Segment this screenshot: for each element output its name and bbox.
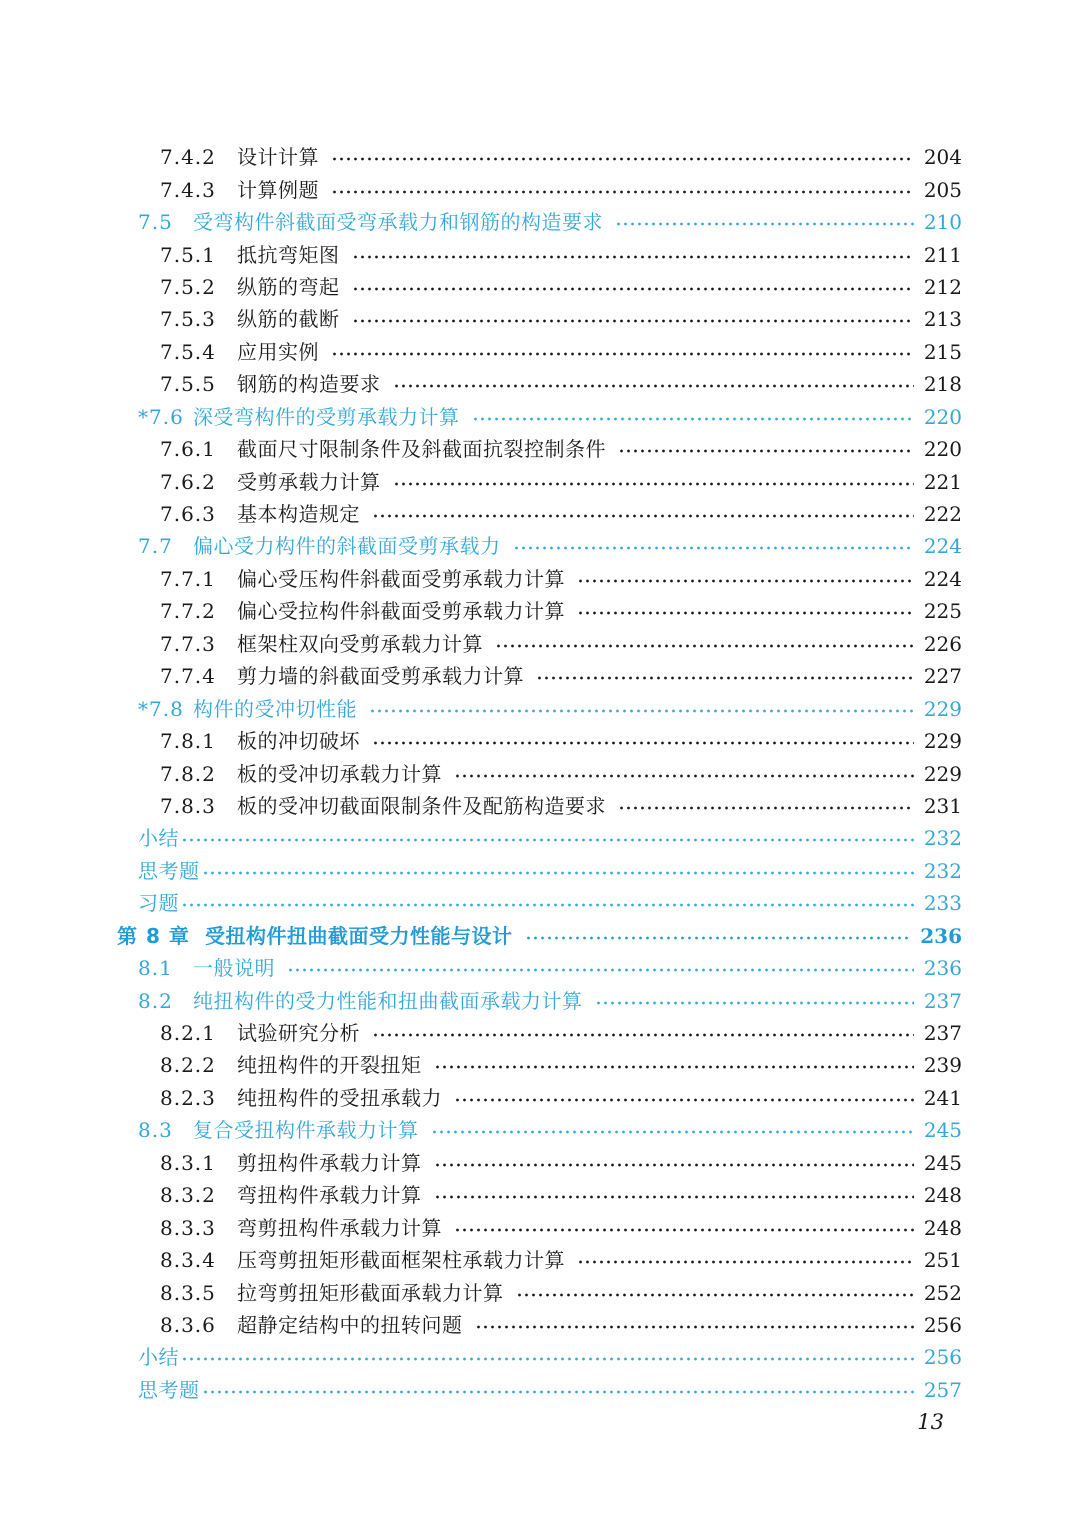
entry-page-number: 224	[923, 534, 962, 559]
entry-page-number: 227	[923, 664, 962, 689]
toc-entry[interactable]	[0, 173, 1080, 205]
toc-entry[interactable]	[0, 368, 1080, 400]
toc-entry[interactable]	[0, 498, 1080, 530]
entry-page-number: 257	[923, 1377, 962, 1402]
entry-title: 框架柱双向受剪承载力计算	[237, 631, 483, 656]
entry-title: 拉弯剪扭矩形截面承载力计算	[237, 1280, 504, 1305]
entry-title: 板的冲切破坏	[237, 729, 360, 754]
entry-title: 构件的受冲切性能	[193, 696, 357, 721]
dot-leader	[434, 1163, 914, 1167]
entry-number: 8.1	[138, 956, 173, 981]
dot-leader	[352, 319, 914, 323]
entry-page-number: 245	[923, 1150, 962, 1175]
toc-entry[interactable]	[0, 1341, 1080, 1373]
entry-number: 7.5.2	[160, 274, 216, 299]
entry-number: 第 8 章	[117, 923, 190, 948]
entry-page-number: 256	[923, 1312, 962, 1337]
entry-page-number: 226	[923, 631, 962, 656]
entry-page-number: 245	[923, 1118, 962, 1143]
entry-page-number: 233	[923, 891, 962, 916]
entry-number: 8.3.1	[160, 1150, 216, 1175]
toc-entry[interactable]	[0, 822, 1080, 854]
entry-number: 7.7.3	[160, 631, 216, 656]
toc-entry[interactable]	[0, 920, 1080, 952]
entry-number: 8.3.5	[160, 1280, 216, 1305]
dot-leader	[454, 774, 914, 778]
entry-page-number: 231	[923, 793, 962, 818]
entry-number: 7.7	[138, 534, 173, 559]
dot-leader	[369, 709, 914, 713]
entry-page-number: 218	[923, 372, 962, 397]
entry-page-number: 215	[923, 339, 962, 364]
entry-title: 板的受冲切承载力计算	[237, 761, 442, 786]
entry-title: 受弯构件斜截面受弯承载力和钢筋的构造要求	[193, 210, 603, 235]
toc-entry[interactable]	[0, 1211, 1080, 1243]
entry-title: 试验研究分析	[237, 1021, 360, 1046]
toc-entry[interactable]	[0, 1244, 1080, 1276]
toc-entry[interactable]	[0, 1179, 1080, 1211]
entry-page-number: 236	[920, 923, 962, 948]
entry-page-number: 241	[923, 1085, 962, 1110]
entry-number: *7.6	[138, 404, 184, 429]
entry-number: 7.5.3	[160, 307, 216, 332]
toc-entry[interactable]	[0, 887, 1080, 919]
toc-entry[interactable]	[0, 1147, 1080, 1179]
entry-page-number: 232	[923, 858, 962, 883]
entry-title: 设计计算	[237, 145, 319, 170]
entry-number: 7.5.5	[160, 372, 216, 397]
toc-entry[interactable]	[0, 595, 1080, 627]
entry-number: 8.2.3	[160, 1085, 216, 1110]
entry-number: 7.8.1	[160, 729, 216, 754]
dot-leader	[495, 644, 914, 648]
dot-leader	[372, 1033, 914, 1037]
toc-entry[interactable]	[0, 628, 1080, 660]
entry-title: 复合受扭构件承载力计算	[193, 1118, 419, 1143]
dot-leader	[475, 1325, 914, 1329]
dot-leader	[615, 222, 914, 226]
entry-number: 7.6.3	[160, 502, 216, 527]
dot-leader	[352, 255, 914, 259]
toc-entry[interactable]	[0, 1309, 1080, 1341]
entry-title: 纯扭构件的开裂扭矩	[237, 1053, 422, 1078]
toc-entry[interactable]	[0, 530, 1080, 562]
entry-title: 板的受冲切截面限制条件及配筋构造要求	[237, 793, 606, 818]
entry-title: 思考题	[138, 1377, 200, 1402]
dot-leader	[181, 1357, 914, 1361]
table-of-contents	[0, 141, 1080, 1406]
entry-page-number: 222	[923, 502, 962, 527]
toc-entry[interactable]	[0, 692, 1080, 724]
toc-entry[interactable]	[0, 433, 1080, 465]
dot-leader	[434, 1065, 914, 1069]
entry-title: 受剪承载力计算	[237, 469, 381, 494]
entry-page-number: 256	[923, 1345, 962, 1370]
entry-page-number: 212	[923, 274, 962, 299]
entry-page-number: 220	[923, 437, 962, 462]
toc-entry[interactable]	[0, 855, 1080, 887]
toc-entry[interactable]	[0, 401, 1080, 433]
entry-title: 压弯剪扭矩形截面框架柱承载力计算	[237, 1248, 565, 1273]
entry-title: 纯扭构件的受扭承载力	[237, 1085, 442, 1110]
entry-number: 7.8.3	[160, 793, 216, 818]
dot-leader	[331, 190, 914, 194]
entry-number: 7.7.4	[160, 664, 216, 689]
entry-number: *7.8	[138, 696, 184, 721]
entry-page-number: 211	[923, 242, 962, 267]
toc-entry[interactable]	[0, 725, 1080, 757]
toc-entry[interactable]	[0, 303, 1080, 335]
entry-page-number: 232	[923, 826, 962, 851]
toc-entry[interactable]	[0, 238, 1080, 270]
dot-leader	[181, 838, 914, 842]
dot-leader	[372, 741, 914, 745]
entry-title: 应用实例	[237, 339, 319, 364]
dot-leader	[181, 903, 914, 907]
entry-title: 剪力墙的斜截面受剪承载力计算	[237, 664, 524, 689]
dot-leader	[577, 1260, 914, 1264]
entry-title: 剪扭构件承载力计算	[237, 1150, 422, 1175]
dot-leader	[536, 676, 914, 680]
entry-page-number: 213	[923, 307, 962, 332]
entry-page-number: 251	[923, 1248, 962, 1273]
dot-leader	[513, 546, 914, 550]
dot-leader	[331, 157, 914, 161]
entry-title: 深受弯构件的受剪承载力计算	[193, 404, 460, 429]
entry-number: 7.8.2	[160, 761, 216, 786]
toc-entry[interactable]	[0, 206, 1080, 238]
dot-leader	[516, 1293, 914, 1297]
entry-page-number: 237	[923, 1021, 962, 1046]
entry-title: 一般说明	[193, 956, 275, 981]
dot-leader	[372, 514, 914, 518]
entry-title: 纯扭构件的受力性能和扭曲截面承载力计算	[193, 988, 583, 1013]
entry-page-number: 237	[923, 988, 962, 1013]
toc-entry[interactable]	[0, 1276, 1080, 1308]
entry-page-number: 205	[923, 177, 962, 202]
toc-entry[interactable]	[0, 1114, 1080, 1146]
entry-page-number: 210	[923, 210, 962, 235]
entry-number: 7.4.3	[160, 177, 216, 202]
entry-page-number: 221	[923, 469, 962, 494]
toc-entry[interactable]	[0, 1374, 1080, 1406]
entry-page-number: 236	[923, 956, 962, 981]
entry-number: 7.5.4	[160, 339, 216, 364]
entry-page-number: 229	[923, 696, 962, 721]
entry-number: 8.2.1	[160, 1021, 216, 1046]
entry-title: 纵筋的截断	[237, 307, 340, 332]
entry-title: 习题	[138, 891, 179, 916]
entry-number: 7.6.2	[160, 469, 216, 494]
dot-leader	[595, 1001, 914, 1005]
entry-number: 8.3.3	[160, 1215, 216, 1240]
entry-page-number: 229	[923, 761, 962, 786]
dot-leader	[618, 806, 914, 810]
entry-page-number: 248	[923, 1183, 962, 1208]
entry-title: 偏心受压构件斜截面受剪承载力计算	[237, 566, 565, 591]
entry-page-number: 204	[923, 145, 962, 170]
toc-entry[interactable]	[0, 1049, 1080, 1081]
entry-number: 7.5.1	[160, 242, 216, 267]
entry-number: 7.5	[138, 210, 173, 235]
dot-leader	[331, 352, 914, 356]
entry-number: 8.3.6	[160, 1312, 216, 1337]
dot-leader	[618, 449, 914, 453]
entry-page-number: 248	[923, 1215, 962, 1240]
entry-title: 抵抗弯矩图	[237, 242, 340, 267]
dot-leader	[577, 611, 914, 615]
entry-page-number: 220	[923, 404, 962, 429]
entry-number: 7.7.1	[160, 566, 216, 591]
dot-leader	[431, 1130, 914, 1134]
entry-number: 8.3.4	[160, 1248, 216, 1273]
entry-title: 偏心受拉构件斜截面受剪承载力计算	[237, 599, 565, 624]
dot-leader	[352, 287, 914, 291]
toc-entry[interactable]	[0, 1082, 1080, 1114]
entry-number: 8.2.2	[160, 1053, 216, 1078]
toc-entry[interactable]	[0, 1017, 1080, 1049]
entry-page-number: 239	[923, 1053, 962, 1078]
entry-number: 7.7.2	[160, 599, 216, 624]
dot-leader	[393, 482, 914, 486]
entry-title: 思考题	[138, 858, 200, 883]
entry-title: 小结	[138, 826, 179, 851]
toc-entry[interactable]	[0, 563, 1080, 595]
toc-entry[interactable]	[0, 336, 1080, 368]
entry-title: 计算例题	[237, 177, 319, 202]
dot-leader	[287, 968, 914, 972]
entry-number: 8.3	[138, 1118, 173, 1143]
dot-leader	[393, 384, 914, 388]
toc-entry[interactable]	[0, 984, 1080, 1016]
page-number: 13	[917, 1410, 944, 1434]
entry-title: 超静定结构中的扭转问题	[237, 1312, 463, 1337]
dot-leader	[577, 579, 914, 583]
entry-page-number: 229	[923, 729, 962, 754]
dot-leader	[454, 1228, 914, 1232]
entry-number: 8.2	[138, 988, 173, 1013]
entry-title: 偏心受力构件的斜截面受剪承载力	[193, 534, 501, 559]
entry-title: 截面尺寸限制条件及斜截面抗裂控制条件	[237, 437, 606, 462]
entry-title: 纵筋的弯起	[237, 274, 340, 299]
toc-entry[interactable]	[0, 757, 1080, 789]
entry-title: 小结	[138, 1345, 179, 1370]
dot-leader	[202, 871, 914, 875]
entry-page-number: 252	[923, 1280, 962, 1305]
toc-entry[interactable]	[0, 790, 1080, 822]
toc-entry[interactable]	[0, 660, 1080, 692]
entry-title: 受扭构件扭曲截面受力性能与设计	[205, 923, 513, 948]
entry-title: 弯剪扭构件承载力计算	[237, 1215, 442, 1240]
toc-entry[interactable]	[0, 141, 1080, 173]
entry-page-number: 225	[923, 599, 962, 624]
entry-number: 8.3.2	[160, 1183, 216, 1208]
entry-number: 7.4.2	[160, 145, 216, 170]
entry-title: 基本构造规定	[237, 502, 360, 527]
toc-entry[interactable]	[0, 271, 1080, 303]
dot-leader	[472, 417, 914, 421]
dot-leader	[434, 1195, 914, 1199]
entry-page-number: 224	[923, 566, 962, 591]
entry-title: 弯扭构件承载力计算	[237, 1183, 422, 1208]
entry-title: 钢筋的构造要求	[237, 372, 381, 397]
dot-leader	[454, 1098, 914, 1102]
toc-entry[interactable]	[0, 465, 1080, 497]
entry-number: 7.6.1	[160, 437, 216, 462]
dot-leader	[202, 1390, 914, 1394]
dot-leader	[525, 936, 911, 940]
toc-entry[interactable]	[0, 952, 1080, 984]
